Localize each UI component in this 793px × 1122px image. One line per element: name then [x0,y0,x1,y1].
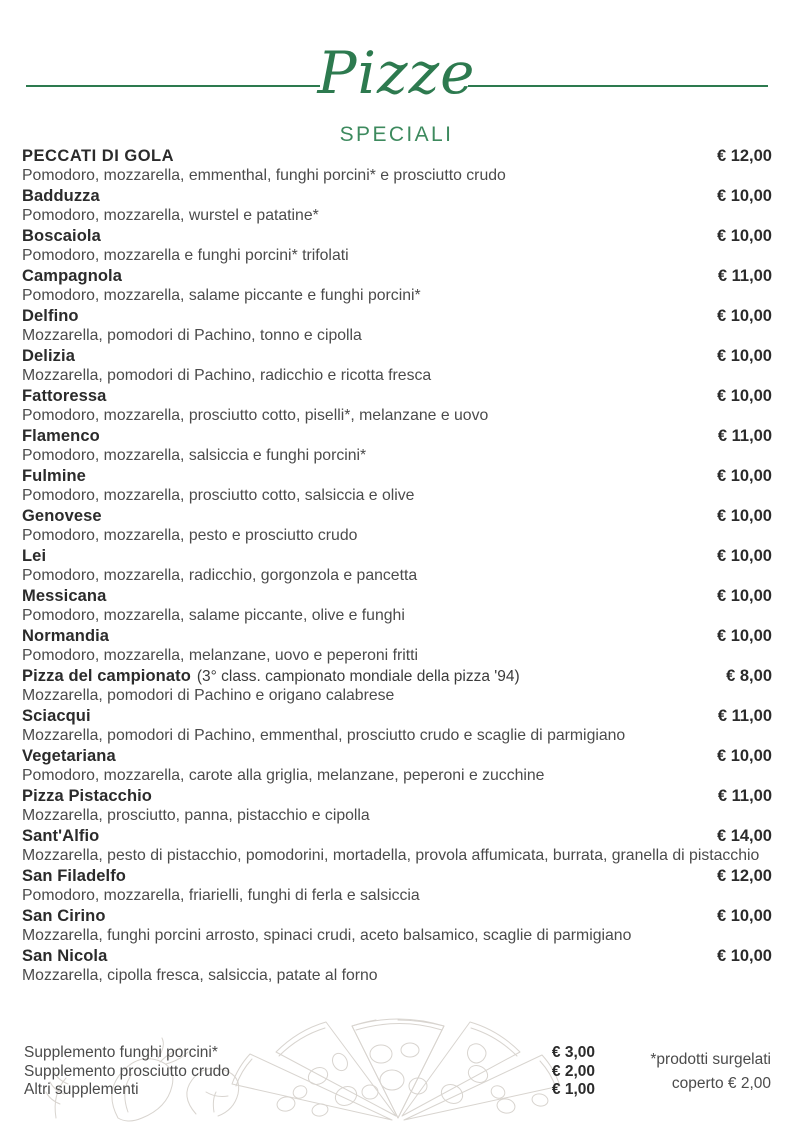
menu-item-price: € 10,00 [716,587,772,605]
menu-item-name: Lei [22,547,47,565]
menu-item-description: Pomodoro, mozzarella, salame piccante e funghi porcini* [22,287,421,304]
menu-item-name: San Filadelfo [22,867,126,885]
menu-item-header [22,386,772,406]
menu-item-price: € 10,00 [716,347,772,365]
menu-item-name: Normandia [22,627,110,645]
menu-item-description: Mozzarella, prosciutto, panna, pistacchio e cipolla [22,807,370,824]
menu-item [22,746,772,786]
menu-item-name: Campagnola [22,267,123,285]
menu-item [22,506,772,546]
menu-item-description: Mozzarella, pomodori di Pachino e origano calabrese [22,687,395,704]
menu-item [22,946,772,986]
menu-item [22,266,772,306]
menu-item-name: Delfino [22,307,79,325]
menu-item-header [22,466,772,486]
menu-item-description: Pomodoro, mozzarella, prosciutto cotto, piselli*, melanzane e uovo [22,407,489,424]
footer-note: *prodotti surgelati [650,1051,771,1068]
menu-item-price: € 10,00 [716,387,772,405]
menu-item-description: Pomodoro, mozzarella, friarielli, funghi di ferla e salsiccia [22,887,420,904]
menu-item-description: Mozzarella, pomodori di Pachino, emmenthal, prosciutto crudo e scaglie di parmigiano [22,727,626,744]
menu-item-price: € 10,00 [716,547,772,565]
menu-item-name: PECCATI DI GOLA [22,147,175,165]
menu-item-header [22,746,772,766]
menu-item-price: € 12,00 [716,147,772,165]
menu-item-header [22,786,772,806]
menu-item-header [22,946,772,966]
menu-item-price: € 10,00 [716,507,772,525]
menu-item-header [22,706,772,726]
supplement-label: Altri supplementi [24,1081,139,1098]
menu-item-price: € 10,00 [716,307,772,325]
menu-item-header [22,506,772,526]
menu-item [22,546,772,586]
menu-item-name: San Cirino [22,907,106,925]
menu-item-name: Sciacqui [22,707,91,725]
supplement-price: € 3,00 [551,1044,595,1061]
menu-item-name: Boscaiola [22,227,101,245]
menu-item-price: € 10,00 [716,907,772,925]
menu-item-header [22,826,772,846]
menu-item-name: Sant'Alfio [22,827,100,845]
menu-item-header [22,546,772,566]
menu-item-name: Badduzza [22,187,100,205]
menu-item-header [22,186,772,206]
menu-item-price: € 10,00 [716,947,772,965]
menu-item-note: (3° class. campionato mondiale della pizza '94) [196,668,520,685]
menu-item-name: San Nicola [22,947,108,965]
menu-item [22,466,772,506]
menu-item-header [22,866,772,886]
menu-item-price: € 10,00 [716,187,772,205]
menu-item-price: € 10,00 [716,227,772,245]
menu-item-header [22,226,772,246]
menu-item-name: Pizza del campionato [22,667,191,685]
menu-item-name: Delizia [22,347,75,365]
menu-item [22,386,772,426]
menu-item-description: Pomodoro, mozzarella, emmenthal, funghi porcini* e prosciutto crudo [22,167,506,184]
menu-item-description: Mozzarella, pomodori di Pachino, radicchio e ricotta fresca [22,367,432,384]
menu-item-description: Pomodoro, mozzarella e funghi porcini* trifolati [22,247,349,264]
menu-item [22,306,772,346]
menu-item-price: € 11,00 [717,267,772,285]
menu-item [22,146,772,186]
menu-item-name: Genovese [22,507,102,525]
menu-item-price: € 10,00 [716,467,772,485]
menu-item [22,346,772,386]
menu-item [22,186,772,226]
menu-item-header [22,906,772,926]
menu-item-name: Vegetariana [22,747,116,765]
menu-item-description: Pomodoro, mozzarella, melanzane, uovo e peperoni fritti [22,647,419,664]
menu-item-price: € 11,00 [717,427,772,445]
menu-item-header [22,146,772,166]
menu-item-price: € 10,00 [716,747,772,765]
menu-item [22,626,772,666]
menu-item-header [22,306,772,326]
footer-notes [541,1048,771,1096]
menu-item [22,666,772,706]
menu-item-description: Pomodoro, mozzarella, radicchio, gorgonzola e pancetta [22,567,418,584]
menu-item-list [22,146,772,986]
menu-item-description: Pomodoro, mozzarella, carote alla griglia, melanzane, peperoni e zucchine [22,767,545,784]
menu-item [22,706,772,746]
menu-item-price: € 11,00 [717,707,772,725]
menu-item [22,826,772,866]
menu-header [0,0,793,145]
menu-item-name: Messicana [22,587,107,605]
menu-item-name: Fattoressa [22,387,107,405]
menu-item-header [22,666,772,686]
supplement-label: Supplemento prosciutto crudo [24,1062,230,1080]
footer-note: coperto € 2,00 [671,1075,771,1092]
menu-item-price: € 11,00 [717,787,772,805]
menu-footer [0,1040,793,1120]
supplement-label: Supplemento funghi porcini* [24,1044,218,1061]
menu-item-header [22,266,772,286]
menu-item [22,586,772,626]
menu-item-name: Flamenco [22,427,100,445]
menu-item [22,226,772,266]
menu-item-price: € 10,00 [716,627,772,645]
supplement-price: € 1,00 [551,1081,595,1098]
menu-item-price: € 12,00 [716,867,772,885]
page-title: Pizze [317,39,476,107]
menu-item-description: Pomodoro, mozzarella, salsiccia e funghi porcini* [22,447,367,464]
menu-item-header [22,586,772,606]
page-subtitle: SPECIALI [339,123,454,146]
menu-item-name-group [22,666,520,686]
menu-item-description: Mozzarella, cipolla fresca, salsiccia, patate al forno [22,967,378,984]
menu-item-description: Pomodoro, mozzarella, salame piccante, olive e funghi [22,607,405,624]
menu-item [22,866,772,906]
menu-item-header [22,426,772,446]
menu-item-price: € 8,00 [726,667,772,685]
menu-item-name: Pizza Pistacchio [22,787,152,805]
menu-item [22,426,772,466]
menu-item-description: Mozzarella, pesto di pistacchio, pomodorini, mortadella, provola affumicata, burrata, granella di pistacchio [22,847,760,864]
menu-item-name: Fulmine [22,467,86,485]
menu-item-description: Mozzarella, funghi porcini arrosto, spinaci crudi, aceto balsamico, scaglie di parmigiano [22,927,632,944]
menu-item-description: Mozzarella, pomodori di Pachino, tonno e cipolla [22,327,362,344]
supplement-labels [24,1044,230,1100]
menu-item-header [22,346,772,366]
supplement-price: € 2,00 [551,1062,595,1080]
menu-item-description: Pomodoro, mozzarella, prosciutto cotto, salsiccia e olive [22,487,415,504]
menu-item-description: Pomodoro, mozzarella, pesto e prosciutto crudo [22,527,358,544]
menu-item-header [22,626,772,646]
menu-item [22,906,772,946]
menu-item-description: Pomodoro, mozzarella, wurstel e patatine* [22,207,319,224]
menu-item [22,786,772,826]
menu-item-price: € 14,00 [716,827,772,845]
